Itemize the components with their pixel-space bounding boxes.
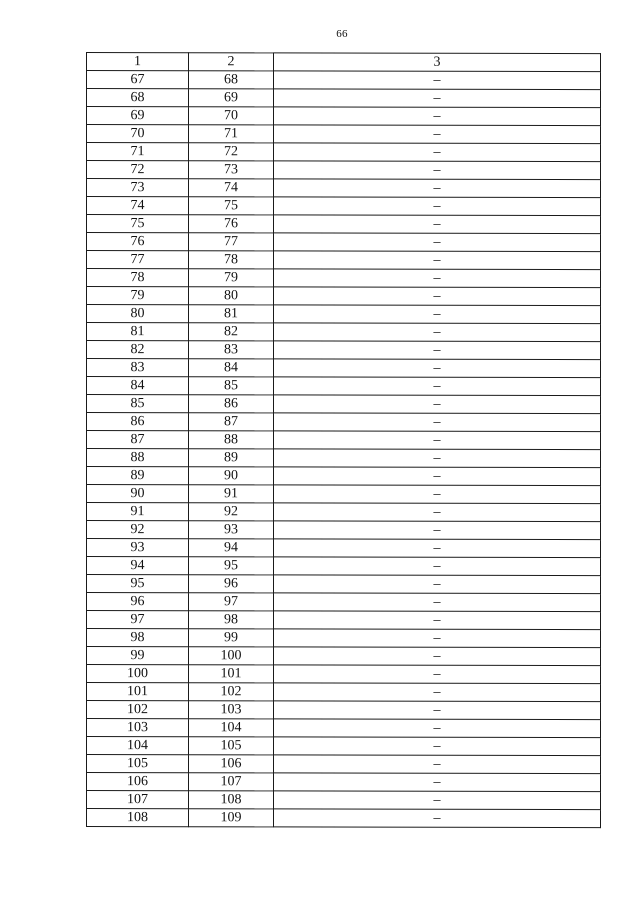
table-cell-col-3: – xyxy=(274,251,601,270)
table-cell-col-3: – xyxy=(274,593,601,612)
table-cell-col-2: 86 xyxy=(189,395,274,413)
table-row xyxy=(87,539,601,558)
table-cell-col-3: – xyxy=(274,71,601,90)
table-cell-col-2: 84 xyxy=(189,359,274,377)
table-cell-col-3: – xyxy=(274,341,601,360)
table-cell-col-1: 72 xyxy=(87,161,189,179)
table-row xyxy=(87,269,601,288)
table-cell-col-3: – xyxy=(274,467,601,486)
table-cell-col-2: 105 xyxy=(189,737,274,755)
table-row xyxy=(87,89,601,108)
table-cell-col-2: 103 xyxy=(189,701,274,719)
table-cell-col-2: 109 xyxy=(189,809,274,827)
table-cell-col-1: 73 xyxy=(87,179,189,197)
table-cell-col-1: 86 xyxy=(87,413,189,431)
table-cell-col-3: – xyxy=(274,737,601,756)
table-cell-col-1: 80 xyxy=(87,305,189,323)
table-cell-col-2: 72 xyxy=(189,143,274,161)
table-cell-col-3: – xyxy=(274,215,601,234)
table-cell-col-2: 81 xyxy=(189,305,274,323)
table-cell-col-2: 107 xyxy=(189,773,274,791)
table-row xyxy=(87,323,601,342)
table-cell-col-1: 89 xyxy=(87,467,189,485)
table-cell-col-1: 75 xyxy=(87,215,189,233)
table-row xyxy=(87,251,601,270)
table-cell-col-2: 100 xyxy=(189,647,274,665)
table-row xyxy=(87,629,601,648)
table-cell-col-2: 91 xyxy=(189,485,274,503)
table-row xyxy=(87,341,601,360)
table-cell-col-2: 93 xyxy=(189,521,274,539)
table-cell-col-1: 69 xyxy=(87,107,189,125)
table-cell-col-2: 88 xyxy=(189,431,274,449)
table-cell-col-1: 68 xyxy=(87,89,189,107)
table-cell-col-1: 77 xyxy=(87,251,189,269)
table-cell-col-3: – xyxy=(274,125,601,144)
table-row xyxy=(87,125,601,144)
table-cell-col-3: – xyxy=(274,683,601,702)
table-cell-col-1: 94 xyxy=(87,557,189,575)
table-cell-col-1: 71 xyxy=(87,143,189,161)
table-row xyxy=(87,809,601,828)
table-cell-col-3: – xyxy=(274,305,601,324)
table-cell-col-3: – xyxy=(274,503,601,522)
table-cell-col-1: 82 xyxy=(87,341,189,359)
table-cell-col-2: 78 xyxy=(189,251,274,269)
table-row xyxy=(87,521,601,540)
table-cell-col-3: – xyxy=(274,233,601,252)
table-cell-col-2: 90 xyxy=(189,467,274,485)
table-cell-col-2: 74 xyxy=(189,179,274,197)
table-cell-col-3: – xyxy=(274,647,601,666)
table-cell-col-2: 92 xyxy=(189,503,274,521)
table-cell-col-3: – xyxy=(274,161,601,180)
table-row xyxy=(87,557,601,576)
table-cell-col-2: 95 xyxy=(189,557,274,575)
table-cell-col-1: 78 xyxy=(87,269,189,287)
table-cell-col-2: 87 xyxy=(189,413,274,431)
table-cell-col-1: 67 xyxy=(87,71,189,89)
table-cell-col-3: – xyxy=(274,557,601,576)
table-header-row xyxy=(87,53,601,72)
table-cell-col-2: 99 xyxy=(189,629,274,647)
table-cell-col-3: – xyxy=(274,809,601,828)
table-cell-col-3: – xyxy=(274,323,601,342)
table-cell-col-2: 97 xyxy=(189,593,274,611)
table-cell-col-2: 96 xyxy=(189,575,274,593)
table-cell-col-2: 80 xyxy=(189,287,274,305)
table-cell-col-3: – xyxy=(274,197,601,216)
table-row xyxy=(87,143,601,162)
table-cell-col-1: 83 xyxy=(87,359,189,377)
table-cell-col-3: – xyxy=(274,359,601,378)
table-cell-col-2: 89 xyxy=(189,449,274,467)
table-cell-col-1: 70 xyxy=(87,125,189,143)
table-row xyxy=(87,287,601,306)
table-cell-col-1: 92 xyxy=(87,521,189,539)
table-cell-col-3: – xyxy=(274,629,601,648)
table-row xyxy=(87,791,601,810)
table-cell-col-1: 103 xyxy=(87,719,189,737)
table-cell-col-1: 104 xyxy=(87,737,189,755)
table-cell-col-2: 102 xyxy=(189,683,274,701)
table-cell-col-2: 101 xyxy=(189,665,274,683)
table-cell-col-2: 94 xyxy=(189,539,274,557)
table-cell-col-2: 106 xyxy=(189,755,274,773)
table-cell-col-3: – xyxy=(274,179,601,198)
table-cell-col-3: – xyxy=(274,431,601,450)
column-header-2: 2 xyxy=(189,53,274,71)
table-cell-col-1: 96 xyxy=(87,593,189,611)
table-cell-col-1: 74 xyxy=(87,197,189,215)
table-cell-col-3: – xyxy=(274,485,601,504)
table-row xyxy=(87,197,601,216)
table-cell-col-2: 85 xyxy=(189,377,274,395)
table-cell-col-3: – xyxy=(274,395,601,414)
table-cell-col-2: 73 xyxy=(189,161,274,179)
table-cell-col-2: 69 xyxy=(189,89,274,107)
table-cell-col-1: 100 xyxy=(87,665,189,683)
table-cell-col-3: – xyxy=(274,449,601,468)
table-cell-col-1: 84 xyxy=(87,377,189,395)
table-cell-col-2: 108 xyxy=(189,791,274,809)
table-row xyxy=(87,413,601,432)
table-cell-col-3: – xyxy=(274,575,601,594)
table-cell-col-3: – xyxy=(274,665,601,684)
column-header-3: 3 xyxy=(274,53,601,72)
table-row xyxy=(87,611,601,630)
table-cell-col-3: – xyxy=(274,701,601,720)
table-row xyxy=(87,719,601,738)
table-row xyxy=(87,755,601,774)
table-cell-col-2: 75 xyxy=(189,197,274,215)
table-cell-col-1: 99 xyxy=(87,647,189,665)
table-row xyxy=(87,305,601,324)
table-cell-col-3: – xyxy=(274,791,601,810)
table-cell-col-1: 79 xyxy=(87,287,189,305)
table-cell-col-3: – xyxy=(274,611,601,630)
data-table xyxy=(86,52,601,828)
table-row xyxy=(87,395,601,414)
table-row xyxy=(87,701,601,720)
column-header-1: 1 xyxy=(87,53,189,71)
table-cell-col-1: 107 xyxy=(87,791,189,809)
table-cell-col-1: 87 xyxy=(87,431,189,449)
table-cell-col-2: 70 xyxy=(189,107,274,125)
table-cell-col-3: – xyxy=(274,269,601,288)
table-cell-col-1: 105 xyxy=(87,755,189,773)
table-cell-col-1: 98 xyxy=(87,629,189,647)
table-row xyxy=(87,215,601,234)
table-row xyxy=(87,179,601,198)
table-row xyxy=(87,773,601,792)
table-cell-col-1: 93 xyxy=(87,539,189,557)
table-row xyxy=(87,71,601,90)
table-cell-col-3: – xyxy=(274,521,601,540)
table-cell-col-2: 71 xyxy=(189,125,274,143)
table-row xyxy=(87,359,601,378)
table-row xyxy=(87,485,601,504)
table-row xyxy=(87,161,601,180)
table-cell-col-1: 108 xyxy=(87,809,189,827)
page-number: 66 xyxy=(336,28,348,40)
table-row xyxy=(87,467,601,486)
table-cell-col-3: – xyxy=(274,89,601,108)
table-row xyxy=(87,377,601,396)
table-cell-col-2: 68 xyxy=(189,71,274,89)
table-cell-col-1: 88 xyxy=(87,449,189,467)
table-cell-col-1: 90 xyxy=(87,485,189,503)
table-cell-col-2: 98 xyxy=(189,611,274,629)
table-cell-col-1: 76 xyxy=(87,233,189,251)
table-row xyxy=(87,647,601,666)
table-cell-col-1: 81 xyxy=(87,323,189,341)
table-cell-col-3: – xyxy=(274,539,601,558)
table-row xyxy=(87,575,601,594)
table-cell-col-1: 85 xyxy=(87,395,189,413)
table-cell-col-2: 77 xyxy=(189,233,274,251)
table-cell-col-1: 95 xyxy=(87,575,189,593)
table-cell-col-1: 101 xyxy=(87,683,189,701)
table-cell-col-3: – xyxy=(274,719,601,738)
table-cell-col-2: 83 xyxy=(189,341,274,359)
table-row xyxy=(87,665,601,684)
table-cell-col-3: – xyxy=(274,773,601,792)
table-row xyxy=(87,683,601,702)
table-row xyxy=(87,503,601,522)
table-body xyxy=(87,71,601,828)
table-row xyxy=(87,107,601,126)
table-cell-col-2: 76 xyxy=(189,215,274,233)
table-cell-col-3: – xyxy=(274,107,601,126)
table-cell-col-1: 91 xyxy=(87,503,189,521)
table-cell-col-1: 106 xyxy=(87,773,189,791)
table-row xyxy=(87,449,601,468)
table-cell-col-3: – xyxy=(274,413,601,432)
table-row xyxy=(87,233,601,252)
table-cell-col-1: 97 xyxy=(87,611,189,629)
table-cell-col-3: – xyxy=(274,287,601,306)
table-cell-col-2: 104 xyxy=(189,719,274,737)
table-cell-col-3: – xyxy=(274,377,601,396)
table-row xyxy=(87,593,601,612)
table-row xyxy=(87,431,601,450)
table-cell-col-2: 79 xyxy=(189,269,274,287)
table-cell-col-3: – xyxy=(274,143,601,162)
table-row xyxy=(87,737,601,756)
table-cell-col-2: 82 xyxy=(189,323,274,341)
table-cell-col-3: – xyxy=(274,755,601,774)
table-cell-col-1: 102 xyxy=(87,701,189,719)
